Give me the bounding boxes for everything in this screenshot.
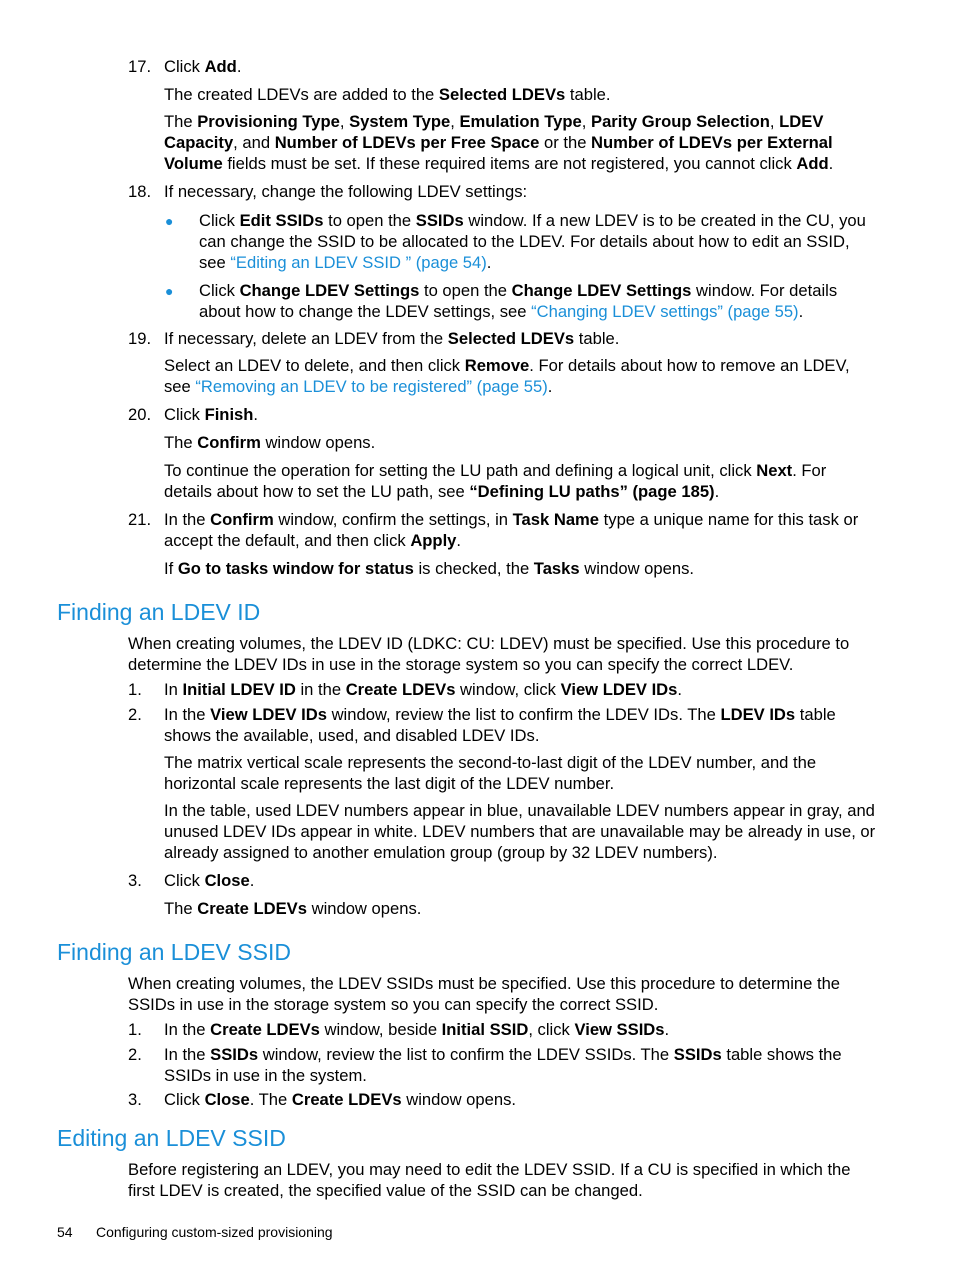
- text-run: Click: [199, 211, 240, 230]
- text-run: window, click: [455, 680, 561, 699]
- text-run: Click: [199, 281, 240, 300]
- step-paragraph: In the table, used LDEV numbers appear in blue, unavailable LDEV numbers appear in gray, and unused LDEV IDs appear in white. LDEV numbers that are unavailable may be already in use, or already assigned to another emulation group (group by 32 LDEV numbers).: [164, 801, 876, 862]
- cross-reference-link[interactable]: “Changing LDEV settings” (page 55): [531, 302, 799, 321]
- ui-term: Number of LDEVs per Free Space: [274, 133, 540, 152]
- ui-term: Change LDEV Settings: [239, 281, 420, 300]
- text-run: . For details about how to remove an LDEV, see: [164, 356, 850, 396]
- text-run: .: [236, 57, 242, 76]
- text-run: In the: [164, 1045, 211, 1064]
- step-paragraph: [164, 84, 876, 105]
- ui-term: SSIDs: [415, 211, 464, 230]
- step-text: [164, 1044, 876, 1086]
- text-run: .: [714, 482, 720, 501]
- text-run: The: [164, 899, 198, 918]
- text-run: is checked, the: [413, 559, 534, 578]
- ui-term: Selected LDEVs: [447, 329, 575, 348]
- text-run: window, confirm the settings, in: [273, 510, 513, 529]
- ui-term: Parity Group Selection: [591, 112, 770, 131]
- text-run: to open the: [419, 281, 512, 300]
- text-run: fields must be set. If these required items are not registered, you cannot click: [222, 154, 797, 173]
- step-number: 17.: [128, 57, 152, 76]
- text-run: .: [547, 377, 553, 396]
- ui-term: Close: [204, 1090, 250, 1109]
- section-heading: Finding an LDEV ID: [57, 599, 261, 625]
- section-intro: When creating volumes, the LDEV ID (LDKC: CU: LDEV) must be specified. Use this procedure to determine the LDEV IDs in use in the storage system so you can specify the correct LDEV.: [128, 634, 850, 674]
- step-number: 3.: [128, 871, 142, 890]
- ui-term: Task Name: [512, 510, 600, 529]
- text-run: table shows the available, used, and disabled LDEV IDs.: [164, 705, 836, 745]
- ui-term: Edit SSIDs: [239, 211, 324, 230]
- footer-title: Configuring custom-sized provisioning: [96, 1224, 333, 1240]
- step-text: [164, 1089, 876, 1110]
- step-paragraph: [164, 460, 876, 502]
- text-run: .: [828, 154, 834, 173]
- ui-term: Add: [204, 57, 237, 76]
- section-heading: Finding an LDEV SSID: [57, 939, 291, 965]
- text-run: Click: [164, 1090, 205, 1109]
- step-text: [164, 1019, 876, 1040]
- text-run: Click: [164, 871, 205, 890]
- text-run: window, review the list to confirm the LDEV IDs. The: [326, 705, 721, 724]
- ui-term: Apply: [410, 531, 457, 550]
- ui-term: LDEV IDs: [720, 705, 796, 724]
- text-run: Click: [164, 57, 205, 76]
- ui-term: SSIDs: [210, 1045, 259, 1064]
- text-run: .: [486, 253, 492, 272]
- text-run: window opens.: [579, 559, 695, 578]
- text-run: In the: [164, 1020, 211, 1039]
- text-run: .: [249, 871, 255, 890]
- ui-term: Change LDEV Settings: [511, 281, 692, 300]
- text-run: .: [664, 1020, 670, 1039]
- ui-term: Create LDEVs: [210, 1020, 320, 1039]
- step-paragraph: [164, 898, 876, 919]
- ui-term: Selected LDEVs: [438, 85, 566, 104]
- ui-term: Confirm: [210, 510, 274, 529]
- step-number: 19.: [128, 329, 152, 348]
- text-run: , click: [528, 1020, 575, 1039]
- text-run: window. For details about how to change the LDEV settings, see: [199, 281, 838, 321]
- ui-term: Initial LDEV ID: [182, 680, 296, 699]
- ui-term: Create LDEVs: [291, 1090, 402, 1109]
- text-run: The: [164, 433, 198, 452]
- step-number: 1.: [128, 1020, 142, 1039]
- ui-term: Confirm: [197, 433, 261, 452]
- ui-term: Tasks: [533, 559, 580, 578]
- text-run: In the: [164, 705, 211, 724]
- ui-term: Create LDEVs: [345, 680, 456, 699]
- section-heading: Editing an LDEV SSID: [57, 1125, 286, 1151]
- step-number: 2.: [128, 705, 142, 724]
- ui-term: Close: [204, 871, 250, 890]
- text-run: table.: [565, 85, 611, 104]
- step-number: 20.: [128, 405, 152, 424]
- step-number: 1.: [128, 680, 142, 699]
- bullet-item: [199, 280, 876, 322]
- text-run: Click: [164, 405, 205, 424]
- step-number: 2.: [128, 1045, 142, 1064]
- step-text: [164, 328, 876, 349]
- text-run: window opens.: [260, 433, 376, 452]
- step-text: [164, 679, 876, 700]
- section-intro: When creating volumes, the LDEV SSIDs must be specified. Use this procedure to determine the SSIDs in use in the storage system so you can specify the correct SSID.: [128, 974, 841, 1014]
- text-run: to open the: [323, 211, 416, 230]
- text-run: The: [164, 112, 198, 131]
- ui-term: Number of LDEVs per External Volume: [164, 133, 833, 173]
- ui-term: Finish: [204, 405, 254, 424]
- step-text: [164, 56, 876, 77]
- step-paragraph: [164, 355, 876, 397]
- ui-term: Go to tasks window for status: [177, 559, 414, 578]
- cross-reference-link[interactable]: “Removing an LDEV to be registered” (page 55): [195, 377, 548, 396]
- step-number: 21.: [128, 510, 152, 529]
- text-run: window. If a new LDEV is to be created in the CU, you can change the SSID to be allocated to the LDEV. For details about how to edit an SSID, see: [199, 211, 866, 272]
- step-text: [164, 704, 876, 746]
- text-run: . For details about how to set the LU path, see: [164, 461, 827, 501]
- ui-term: LDEV Capacity: [164, 112, 824, 152]
- text-run: . The: [249, 1090, 292, 1109]
- text-run: If: [164, 559, 178, 578]
- text-run: table shows the SSIDs in use in the system.: [164, 1045, 842, 1085]
- text-run: window opens.: [306, 899, 422, 918]
- bullet-item: [199, 210, 876, 273]
- ui-term: Remove: [464, 356, 530, 375]
- text-run: In the: [164, 510, 211, 529]
- text-run: ,: [450, 112, 460, 131]
- text-run: type a unique name for this task or accept the default, and then click: [164, 510, 859, 550]
- bullet-icon: ●: [165, 213, 174, 229]
- text-run: To continue the operation for setting the LU path and defining a logical unit, click: [164, 461, 757, 480]
- step-paragraph: [164, 432, 876, 453]
- step-text: [164, 509, 876, 551]
- ui-term: Create LDEVs: [197, 899, 307, 918]
- step-number: 18.: [128, 182, 152, 201]
- page-number: 54: [57, 1224, 73, 1240]
- text-run: window opens.: [401, 1090, 517, 1109]
- step-paragraph: [164, 111, 876, 174]
- text-run: .: [456, 531, 462, 550]
- text-run: , and: [233, 133, 275, 152]
- step-number: 3.: [128, 1090, 142, 1109]
- text-run: table.: [574, 329, 620, 348]
- text-run: ,: [339, 112, 350, 131]
- ui-term: Add: [796, 154, 829, 173]
- text-run: ,: [581, 112, 592, 131]
- ui-term: Provisioning Type: [197, 112, 340, 131]
- text-run: ,: [769, 112, 780, 131]
- step-text: [164, 404, 876, 425]
- text-run: .: [253, 405, 259, 424]
- section-intro: Before registering an LDEV, you may need to edit the LDEV SSID. If a CU is specified in which the first LDEV is created, the specified value of the SSID can be changed.: [128, 1160, 851, 1200]
- ui-term: View LDEV IDs: [560, 680, 678, 699]
- text-run: .: [798, 302, 804, 321]
- bullet-icon: ●: [165, 283, 174, 299]
- ui-term: Initial SSID: [441, 1020, 529, 1039]
- ui-term: View LDEV IDs: [210, 705, 327, 724]
- text-run: in the: [295, 680, 346, 699]
- text-run: window, review the list to confirm the LDEV SSIDs. The: [258, 1045, 674, 1064]
- text-run: Select an LDEV to delete, and then click: [164, 356, 465, 375]
- step-text: [164, 870, 876, 891]
- text-run: window, beside: [319, 1020, 442, 1039]
- ui-term: SSIDs: [673, 1045, 722, 1064]
- ui-term: View SSIDs: [574, 1020, 665, 1039]
- ui-term: System Type: [349, 112, 451, 131]
- step-text: If necessary, change the following LDEV settings:: [164, 182, 528, 201]
- cross-reference-link[interactable]: “Editing an LDEV SSID ” (page 54): [230, 253, 487, 272]
- ui-term: Emulation Type: [459, 112, 582, 131]
- ui-term: Next: [756, 461, 793, 480]
- step-paragraph: [164, 558, 876, 579]
- text-run: or the: [539, 133, 592, 152]
- text-run: In: [164, 680, 183, 699]
- step-paragraph: The matrix vertical scale represents the second-to-last digit of the LDEV number, and the horizontal scale represents the last digit of the LDEV number.: [164, 753, 817, 793]
- text-run: .: [677, 680, 683, 699]
- text-run: The created LDEVs are added to the: [164, 85, 439, 104]
- ui-term: “Defining LU paths” (page 185): [469, 482, 715, 501]
- text-run: If necessary, delete an LDEV from the: [164, 329, 448, 348]
